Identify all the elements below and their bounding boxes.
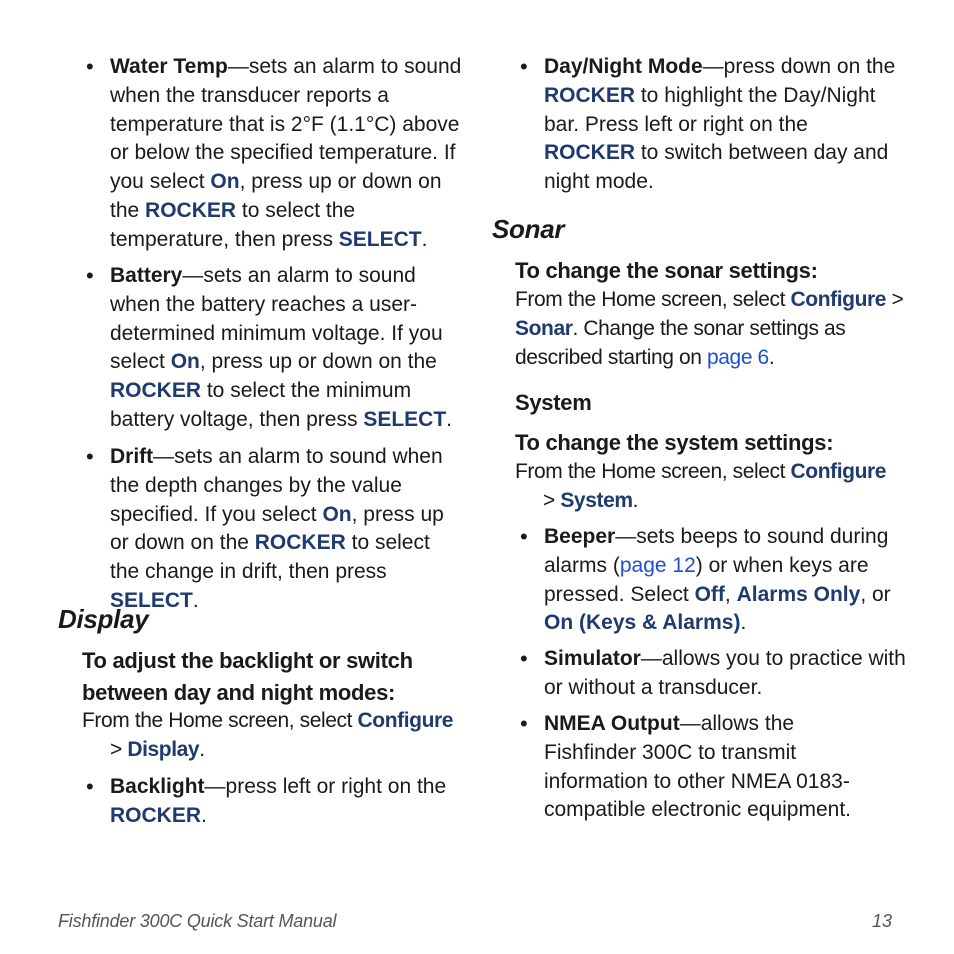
footer-page-number: 13 — [872, 911, 893, 931]
backlight-term: Backlight — [110, 775, 205, 798]
backlight-item — [86, 773, 450, 831]
path-text: From the Home screen, select — [82, 709, 358, 732]
simulator-term: Simulator — [544, 647, 641, 670]
rocker-keyword: ROCKER — [254, 531, 346, 555]
rocker-keyword: ROCKER — [544, 83, 636, 107]
beeper-term: Beeper — [544, 525, 616, 548]
day-night-term: Day/Night Mode — [544, 55, 703, 78]
path-separator: > — [110, 737, 128, 761]
bullet-icon: • — [520, 711, 528, 736]
drift-text: to select the change in drift, then press — [110, 531, 430, 584]
punct: . — [740, 611, 747, 635]
day-night-text: to highlight the Day/Night bar. Press left or right on the — [544, 83, 876, 136]
day-night-text: —press down on the — [702, 55, 896, 78]
off-keyword: Off — [694, 582, 725, 606]
path-text: From the Home screen, select — [515, 288, 791, 311]
punct: . — [446, 407, 452, 431]
punct: . — [421, 227, 428, 251]
system-subheading: System — [515, 390, 592, 415]
configure-keyword: Configure — [790, 288, 887, 311]
drift-text: , press up or down on the — [110, 502, 444, 555]
footer-manual-title: Fishfinder 300C Quick Start Manual — [58, 911, 337, 931]
path-separator: > — [891, 288, 904, 311]
sonar-path — [515, 286, 905, 372]
bullet-icon: • — [86, 263, 94, 288]
bullet-icon: • — [86, 774, 94, 799]
beeper-text: ) or when keys are pressed. Select — [544, 553, 869, 606]
backlight-text: —press left or right on the — [204, 775, 447, 798]
nmea-term: NMEA Output — [544, 712, 680, 735]
punct: . — [192, 588, 199, 612]
drift-term: Drift — [110, 445, 154, 468]
bullet-icon: • — [520, 646, 528, 671]
punct: . — [201, 803, 207, 827]
rocker-keyword: ROCKER — [110, 803, 202, 827]
simulator-text: —allows you to practice with or without a transducer. — [544, 647, 906, 699]
battery-term: Battery — [110, 264, 183, 287]
bullet-icon: • — [520, 524, 528, 549]
on-keyword: On — [170, 350, 200, 374]
page-12-link[interactable]: page 12 — [619, 553, 696, 577]
sonar-heading: To change the sonar settings: — [515, 258, 818, 283]
drift-text: —sets an alarm to sound when the depth changes by the value specified. If you select — [110, 445, 443, 526]
page-6-link[interactable]: page 6 — [706, 345, 769, 369]
punct: . — [768, 345, 775, 369]
display-section-title: Display — [58, 604, 149, 634]
water-temp-term: Water Temp — [110, 55, 228, 78]
nmea-text: —allows the Fishfinder 300C to transmit information to other NMEA 0183-compatible electronic equipment. — [544, 712, 852, 822]
rocker-keyword: ROCKER — [110, 379, 202, 403]
beeper-text: —sets beeps to sound during alarms ( — [544, 525, 889, 577]
day-night-item — [520, 53, 904, 197]
system-heading: To change the system settings: — [515, 430, 834, 455]
select-keyword: SELECT — [110, 588, 193, 612]
punct: . — [632, 488, 639, 512]
battery-text: —sets an alarm to sound when the battery reaches a user-determined minimum voltage. If you select — [110, 264, 443, 374]
path-text: . Change the sonar settings as described starting on — [515, 316, 846, 369]
select-keyword: SELECT — [338, 227, 422, 251]
water-temp-item — [86, 53, 470, 255]
path-separator: > — [543, 488, 561, 512]
drift-item — [86, 443, 462, 616]
on-keyword: On — [322, 502, 352, 526]
rocker-keyword: ROCKER — [145, 198, 237, 222]
path-text: From the Home screen, select — [515, 460, 791, 483]
nmea-item — [520, 710, 889, 825]
sonar-keyword: Sonar — [515, 316, 573, 340]
select-keyword: SELECT — [363, 407, 447, 431]
on-keys-alarms-keyword: On (Keys & Alarms) — [544, 611, 741, 635]
water-temp-text: to select the temperature, then press — [110, 198, 356, 251]
display-keyword: Display — [127, 737, 200, 761]
battery-text: , press up or down on the — [199, 350, 437, 374]
punct: , — [724, 582, 737, 606]
water-temp-text: —sets an alarm to sound when the transducer reports a temperature that is 2°F (1.1°C) above or below the specified temperature. If you select — [110, 55, 462, 194]
on-keyword: On — [210, 170, 240, 194]
battery-text: to select the minimum battery voltage, then press — [110, 379, 412, 431]
configure-keyword: Configure — [357, 709, 454, 732]
water-temp-text: , press up or down on the — [110, 170, 442, 222]
display-heading: To adjust the backlight or switch between day and night modes: — [82, 648, 413, 705]
beeper-text: , or — [860, 582, 891, 606]
bullet-icon: • — [520, 54, 528, 79]
sonar-section-title: Sonar — [492, 214, 565, 244]
alarms-only-keyword: Alarms Only — [736, 582, 861, 606]
configure-keyword: Configure — [790, 460, 887, 483]
bullet-icon: • — [86, 54, 94, 79]
punct: . — [199, 737, 205, 761]
display-path — [82, 707, 472, 765]
rocker-keyword: ROCKER — [544, 141, 636, 165]
beeper-item — [520, 523, 904, 638]
bullet-icon: • — [86, 444, 94, 469]
simulator-item — [520, 645, 909, 703]
system-keyword: System — [560, 488, 633, 512]
system-path — [515, 458, 910, 516]
battery-item — [86, 262, 470, 435]
day-night-text: to switch between day and night mode. — [544, 141, 889, 194]
